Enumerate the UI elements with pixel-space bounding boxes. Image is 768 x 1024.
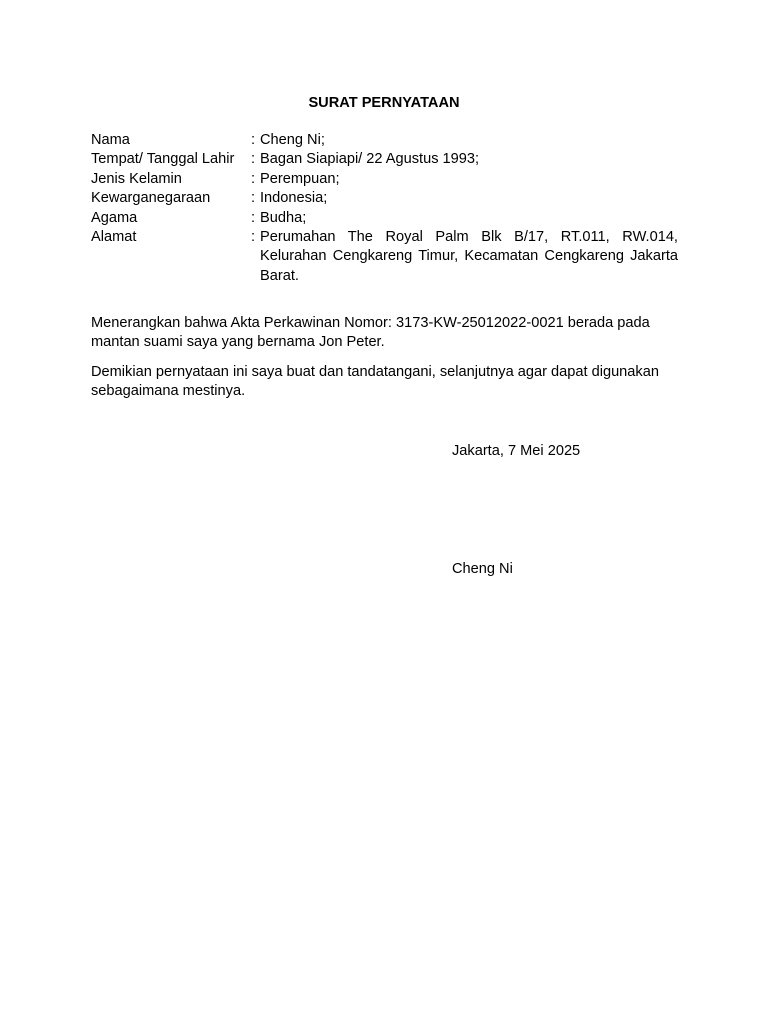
field-colon: :	[251, 132, 256, 148]
field-label: Agama	[91, 209, 138, 226]
field-colon: :	[251, 151, 256, 168]
field-colon: :	[251, 209, 256, 226]
field-colon: :	[251, 170, 256, 187]
field-value: Cheng Ni;	[260, 132, 325, 148]
field-label: Tempat/ Tanggal Lahir	[91, 151, 235, 168]
field-value: Indonesia;	[260, 190, 328, 207]
field-row-nama	[91, 131, 678, 150]
identity-fields	[91, 131, 678, 286]
field-value: Bagan Siapiapi/ 22 Agustus 1993;	[260, 151, 480, 168]
statement-paragraph: Menerangkan bahwa Akta Perkawinan Nomor: 3173-KW-25012022-0021 berada pada mantan suami saya yang bernama Jon Peter.	[91, 315, 650, 351]
field-row-tempat-tanggal-lahir	[91, 150, 678, 169]
document-title: SURAT PERNYATAAN	[308, 95, 460, 111]
place-date: Jakarta, 7 Mei 2025	[452, 443, 581, 459]
field-value: Perempuan;	[260, 170, 340, 187]
field-label: Nama	[91, 132, 130, 148]
field-row-jenis-kelamin	[91, 170, 678, 189]
closing-paragraph: Demikian pernyataan ini saya buat dan tandatangani, selanjutnya agar dapat digunakan sebagaimana mestinya.	[91, 364, 659, 400]
field-label: Alamat	[91, 229, 137, 246]
field-value-address: Perumahan The Royal Palm Blk B/17, RT.011, RW.014, Kelurahan Cengkareng Timur, Kecamatan Cengkareng Jakarta Barat.	[260, 229, 678, 284]
field-colon: :	[251, 229, 256, 246]
field-row-agama	[91, 209, 678, 228]
field-value: Budha;	[260, 209, 307, 226]
signer-name: Cheng Ni	[452, 561, 513, 577]
field-colon: :	[251, 190, 256, 207]
field-row-alamat	[91, 228, 678, 286]
field-label: Jenis Kelamin	[91, 170, 182, 187]
field-label: Kewarganegaraan	[91, 190, 211, 207]
field-row-kewarganegaraan	[91, 189, 678, 208]
